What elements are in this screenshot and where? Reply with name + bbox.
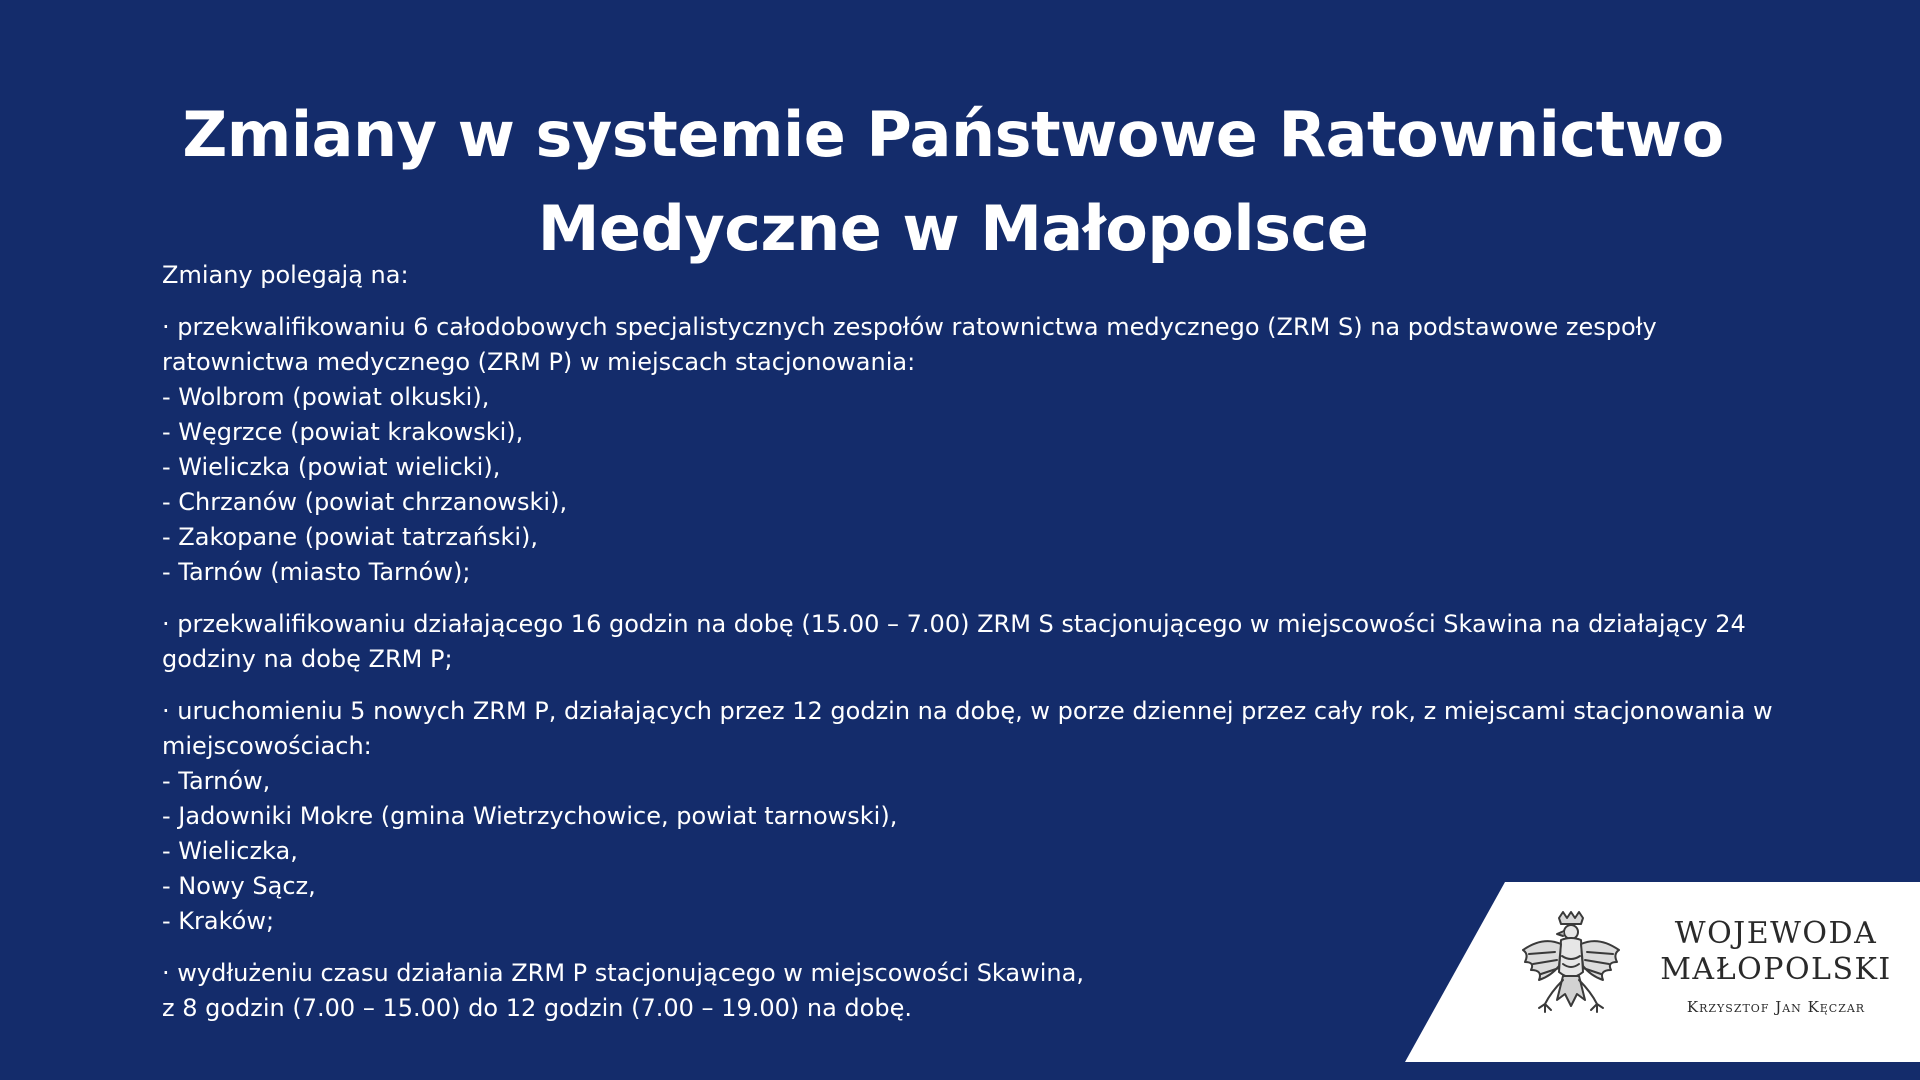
section-text: · przekwalifikowaniu 6 całodobowych specjalistycznych zespołów ratownictwa medycznego (ZRM S) na podstawowe zespoły ratownictwa medycznego (ZRM P) w miejscach stacjonowania: — [162, 313, 1657, 376]
section-text: · przekwalifikowaniu działającego 16 godzin na dobę (15.00 – 7.00) ZRM S stacjonującego w miejscowości Skawina na działający 24 godziny na dobę ZRM P; — [162, 610, 1746, 673]
section-skawina-24h — [162, 607, 1802, 677]
logo-title-line-1: WOJEWODA — [1674, 916, 1878, 951]
list-item: z 8 godzin (7.00 – 15.00) do 12 godzin (7.00 – 19.00) na dobę. — [162, 994, 912, 1022]
title-line-2: Medyczne w Małopolsce — [537, 192, 1369, 265]
logo-text — [1641, 916, 1911, 1016]
list-item: - Wieliczka (powiat wielicki), — [162, 453, 501, 481]
list-item: - Nowy Sącz, — [162, 872, 316, 900]
list-item: - Jadowniki Mokre (gmina Wietrzychowice, powiat tarnowski), — [162, 802, 898, 830]
location-list — [162, 380, 1802, 590]
title-line-1: Zmiany w systemie Państwowe Ratownictwo — [182, 98, 1724, 171]
section-zrm-s-conversion — [162, 310, 1802, 590]
intro-text: Zmiany polegają na: — [162, 261, 409, 289]
page-title — [120, 88, 1786, 276]
list-item: - Kraków; — [162, 907, 275, 935]
logo-panel — [1405, 882, 1920, 1062]
list-item: - Tarnów (miasto Tarnów); — [162, 558, 471, 586]
list-item: - Zakopane (powiat tatrzański), — [162, 523, 539, 551]
section-text: · uruchomieniu 5 nowych ZRM P, działających przez 12 godzin na dobę, w porze dziennej przez cały rok, z miejscami stacjonowania w miejscowościach: — [162, 697, 1773, 760]
logo-official-name: Krzysztof Jan Kęczar — [1686, 998, 1866, 1016]
section-text: · wydłużeniu czasu działania ZRM P stacjonującego w miejscowości Skawina, — [162, 959, 1084, 987]
list-item: - Wieliczka, — [162, 837, 298, 865]
list-item: - Tarnów, — [162, 767, 271, 795]
logo-title-line-2: MAŁOPOLSKI — [1660, 952, 1892, 987]
list-item: - Węgrzce (powiat krakowski), — [162, 418, 524, 446]
list-item: - Chrzanów (powiat chrzanowski), — [162, 488, 568, 516]
eagle-emblem-icon — [1515, 910, 1623, 1030]
list-item: - Wolbrom (powiat olkuski), — [162, 383, 490, 411]
